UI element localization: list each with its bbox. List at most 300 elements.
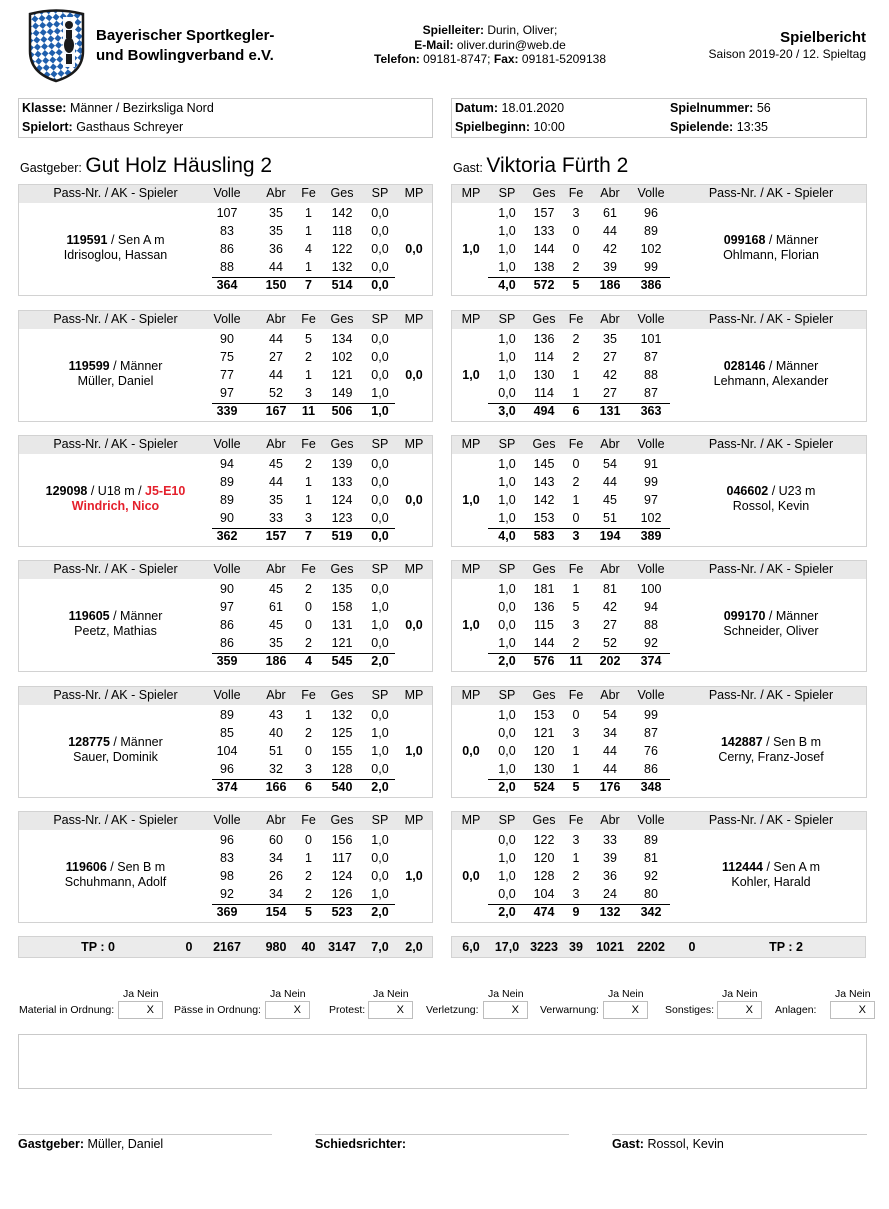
score-cell-fe: 3 [572, 618, 580, 632]
score-cell-ges: 136 [533, 600, 555, 614]
home-col-mp: MP [404, 813, 424, 827]
score-cell-fe: 1 [305, 493, 312, 507]
nummer-value: 56 [756, 101, 771, 115]
referee-signature [315, 1137, 406, 1151]
score-cell-volle: 88 [644, 618, 658, 632]
home-col-fe: Fe [301, 813, 316, 827]
away-col-pass: Pass-Nr. / AK - Spieler [708, 186, 834, 200]
score-cell-fe: 3 [305, 386, 312, 400]
check-yes-no-header: Ja Nein [722, 988, 758, 1000]
fax-value: 09181-5209138 [521, 52, 606, 66]
home-col-abr: Abr [266, 437, 286, 451]
score-cell-fe: 1 [305, 851, 312, 865]
home-col-ges: Ges [330, 312, 354, 326]
sum-cell-fe: 5 [572, 780, 580, 794]
score-cell-abr: 35 [603, 332, 617, 346]
remarks-box[interactable] [18, 1034, 867, 1089]
phone-label: Telefon: [374, 52, 420, 66]
home-col-sp: SP [371, 186, 389, 200]
score-cell-abr: 35 [269, 206, 283, 220]
away-col-ges: Ges [532, 312, 556, 326]
contact-block [340, 23, 640, 67]
score-cell-ges: 122 [533, 833, 555, 847]
score-cell-ges: 120 [533, 744, 555, 758]
sum-cell-sp: 1,0 [371, 404, 389, 418]
score-cell-abr: 35 [269, 636, 283, 650]
score-cell-sp: 1,0 [498, 332, 516, 346]
score-cell-volle: 87 [644, 350, 658, 364]
check-box[interactable] [483, 1001, 528, 1019]
score-cell-abr: 40 [269, 726, 283, 740]
away-col-pass: Pass-Nr. / AK - Spieler [708, 562, 834, 576]
away-team-label: Gast: [453, 161, 483, 175]
home-team-name: Gut Holz Häusling 2 [85, 154, 273, 177]
score-cell-abr: 39 [603, 851, 617, 865]
score-cell-fe: 0 [572, 511, 580, 525]
home-col-pass: Pass-Nr. / AK - Spieler [53, 562, 178, 576]
player-name: Kohler, Harald [731, 875, 811, 889]
score-cell-fe: 2 [305, 350, 312, 364]
score-cell-fe: 2 [305, 887, 312, 901]
sum-cell-volle: 348 [640, 780, 662, 794]
sum-separator-line [212, 779, 395, 780]
ende-value: 13:35 [736, 120, 768, 134]
score-cell-sp: 0,0 [371, 332, 389, 346]
score-cell-sp: 1,0 [498, 511, 516, 525]
home-total-mp: 2,0 [405, 940, 423, 954]
player-name: Lehmann, Alexander [713, 374, 829, 388]
home-game-6 [18, 811, 433, 923]
home-game-4 [18, 560, 433, 672]
home-team [20, 154, 272, 178]
away-player-info [674, 359, 868, 389]
home-col-sp: SP [371, 813, 389, 827]
away-mp-value: 0,0 [462, 869, 480, 883]
sum-cell-sp: 3,0 [498, 404, 516, 418]
player-age-class: / Männer [109, 609, 163, 623]
sum-cell-fe: 7 [305, 278, 312, 292]
referee-signature-line [315, 1134, 569, 1135]
away-col-mp: MP [461, 186, 481, 200]
away-signature-label: Gast: [612, 1137, 644, 1151]
score-cell-abr: 27 [269, 350, 283, 364]
season-info: Saison 2019-20 / 12. Spieltag [708, 47, 866, 61]
away-col-fe: Fe [568, 688, 584, 702]
sum-separator-line [488, 779, 670, 780]
ort-label: Spielort: [22, 120, 73, 134]
home-signature [18, 1137, 163, 1151]
score-cell-sp: 0,0 [371, 368, 389, 382]
score-cell-volle: 89 [220, 475, 234, 489]
score-cell-abr: 33 [603, 833, 617, 847]
sum-cell-abr: 157 [265, 529, 287, 543]
score-cell-sp: 1,0 [371, 744, 389, 758]
home-total-abr: 980 [265, 940, 287, 954]
column-header-row [19, 311, 432, 329]
org-name-line2: und Bowlingverband e.V. [96, 47, 274, 64]
score-cell-abr: 42 [603, 242, 617, 256]
score-cell-fe: 1 [572, 582, 580, 596]
score-cell-fe: 5 [572, 600, 580, 614]
score-cell-sp: 1,0 [498, 582, 516, 596]
home-total-sp: 7,0 [371, 940, 389, 954]
sum-cell-volle: 362 [216, 529, 238, 543]
score-cell-sp: 1,0 [498, 224, 516, 238]
score-cell-fe: 2 [572, 636, 580, 650]
player-pass-number: 046602 [726, 484, 769, 498]
score-cell-fe: 0 [305, 833, 312, 847]
score-cell-ges: 120 [533, 851, 555, 865]
player-age-class: / Sen B m [106, 860, 166, 874]
sum-cell-ges: 524 [533, 780, 555, 794]
check-box[interactable] [717, 1001, 762, 1019]
away-team-name: Viktoria Fürth 2 [486, 154, 629, 177]
column-header-row [452, 311, 866, 329]
score-cell-sp: 1,0 [498, 869, 516, 883]
sum-cell-sp: 2,0 [371, 780, 389, 794]
score-cell-fe: 2 [305, 726, 312, 740]
away-col-fe: Fe [568, 813, 584, 827]
score-cell-volle: 90 [220, 511, 234, 525]
check-yes-no-header: Ja Nein [835, 988, 871, 1000]
score-cell-abr: 33 [269, 511, 283, 525]
player-name: Müller, Daniel [77, 374, 154, 388]
home-col-pass: Pass-Nr. / AK - Spieler [53, 688, 178, 702]
away-col-pass: Pass-Nr. / AK - Spieler [708, 813, 834, 827]
player-name: Peetz, Mathias [74, 624, 157, 638]
player-name: Schuhmann, Adolf [64, 875, 167, 889]
sum-cell-sp: 4,0 [498, 278, 516, 292]
away-col-abr: Abr [600, 186, 620, 200]
score-cell-sp: 1,0 [498, 851, 516, 865]
sum-cell-abr: 150 [265, 278, 287, 292]
score-cell-fe: 0 [305, 618, 312, 632]
away-player-info [674, 233, 868, 263]
away-col-volle: Volle [637, 437, 665, 451]
score-cell-ges: 115 [534, 618, 554, 632]
score-cell-volle: 99 [644, 260, 658, 274]
check-label: Pässe in Ordnung: [174, 1004, 261, 1016]
score-cell-sp: 0,0 [371, 242, 389, 256]
score-cell-abr: 43 [269, 708, 283, 722]
score-cell-volle: 98 [220, 869, 234, 883]
home-col-fe: Fe [301, 186, 316, 200]
player-age-class: / Sen A m [763, 860, 820, 874]
score-cell-abr: 44 [269, 260, 283, 274]
score-cell-ges: 130 [533, 368, 555, 382]
score-cell-ges: 158 [331, 600, 353, 614]
score-cell-fe: 4 [305, 242, 312, 256]
home-player-info [19, 484, 212, 514]
home-game-1 [18, 184, 433, 296]
score-cell-ges: 142 [533, 493, 555, 507]
home-col-fe: Fe [301, 688, 316, 702]
score-cell-fe: 3 [572, 206, 580, 220]
check-label: Verwarnung: [540, 1004, 599, 1016]
sum-cell-sp: 2,0 [371, 905, 389, 919]
sum-cell-fe: 5 [572, 278, 580, 292]
score-cell-sp: 1,0 [498, 350, 516, 364]
sum-cell-volle: 339 [216, 404, 238, 418]
score-cell-volle: 90 [220, 582, 234, 596]
away-game-3 [451, 435, 867, 547]
score-cell-ges: 135 [331, 582, 353, 596]
sum-cell-volle: 342 [640, 905, 662, 919]
away-col-volle: Volle [637, 688, 665, 702]
score-cell-abr: 61 [269, 600, 283, 614]
player-pass-line [19, 359, 212, 374]
score-cell-abr: 81 [603, 582, 617, 596]
away-col-volle: Volle [637, 312, 665, 326]
score-cell-abr: 32 [269, 762, 283, 776]
away-total-sp: 17,0 [494, 940, 520, 954]
player-age-class: / Männer [109, 359, 163, 373]
player-pass-line [19, 609, 212, 624]
score-cell-volle: 88 [644, 368, 658, 382]
player-name: Idrisoglou, Hassan [63, 248, 168, 262]
away-player-info [674, 484, 868, 514]
score-cell-volle: 89 [644, 224, 658, 238]
check-box[interactable] [368, 1001, 413, 1019]
score-cell-volle: 97 [644, 493, 658, 507]
away-col-abr: Abr [600, 312, 620, 326]
sum-cell-volle: 364 [216, 278, 238, 292]
score-cell-sp: 1,0 [498, 493, 516, 507]
away-tp: TP : 2 [769, 940, 803, 954]
score-cell-sp: 0,0 [498, 887, 516, 901]
check-label: Sonstiges: [665, 1004, 715, 1016]
score-cell-sp: 1,0 [498, 242, 516, 256]
score-cell-volle: 83 [220, 851, 234, 865]
home-player-info [19, 860, 212, 890]
score-cell-abr: 54 [603, 708, 617, 722]
away-col-fe: Fe [568, 562, 584, 576]
away-mp-value: 1,0 [462, 618, 480, 632]
check-box[interactable] [830, 1001, 875, 1019]
sum-cell-ges: 519 [331, 529, 353, 543]
score-cell-fe: 5 [305, 332, 312, 346]
score-cell-abr: 36 [603, 869, 617, 883]
check-yes-no-header: Ja Nein [608, 988, 644, 1000]
match-time-box [451, 98, 867, 138]
score-cell-fe: 2 [572, 475, 580, 489]
home-col-ges: Ges [330, 813, 354, 827]
referee-signature-label: Schiedsrichter: [315, 1137, 407, 1151]
score-cell-ges: 134 [331, 332, 353, 346]
check-label: Material in Ordnung: [19, 1004, 115, 1016]
score-cell-ges: 130 [533, 762, 555, 776]
home-col-fe: Fe [301, 437, 316, 451]
home-col-volle: Volle [213, 813, 241, 827]
player-pass-line [674, 359, 868, 374]
coat-of-arms-icon [27, 9, 86, 83]
score-cell-abr: 54 [603, 457, 617, 471]
sum-cell-sp: 2,0 [498, 654, 516, 668]
score-cell-volle: 86 [220, 636, 234, 650]
player-age-class: / Männer [109, 735, 163, 749]
score-cell-abr: 26 [269, 869, 283, 883]
score-cell-sp: 0,0 [371, 224, 389, 238]
sum-cell-volle: 389 [640, 529, 662, 543]
home-col-sp: SP [371, 437, 389, 451]
score-cell-abr: 44 [603, 224, 617, 238]
score-cell-abr: 42 [603, 368, 617, 382]
sum-cell-fe: 5 [305, 905, 312, 919]
home-col-ges: Ges [330, 688, 354, 702]
score-cell-volle: 89 [644, 833, 658, 847]
away-total-volle: 2202 [637, 940, 665, 954]
score-cell-sp: 1,0 [498, 475, 516, 489]
away-col-volle: Volle [637, 186, 665, 200]
home-col-fe: Fe [301, 312, 316, 326]
home-col-abr: Abr [266, 688, 286, 702]
home-mp-value: 0,0 [405, 242, 423, 256]
away-col-mp: MP [461, 688, 481, 702]
score-cell-volle: 101 [640, 332, 662, 346]
score-cell-ges: 114 [534, 386, 554, 400]
score-cell-ges: 145 [533, 457, 555, 471]
score-cell-ges: 118 [332, 224, 352, 238]
score-cell-abr: 52 [269, 386, 283, 400]
sum-cell-volle: 369 [216, 905, 238, 919]
score-cell-sp: 0,0 [371, 762, 389, 776]
score-cell-volle: 76 [644, 744, 658, 758]
score-cell-abr: 61 [603, 206, 617, 220]
sum-cell-abr: 186 [265, 654, 287, 668]
away-mp-value: 1,0 [462, 368, 480, 382]
score-cell-ges: 155 [331, 744, 353, 758]
check-x-mark: X [293, 1004, 301, 1016]
home-player-info [19, 735, 212, 765]
sum-separator-line [212, 528, 395, 529]
sum-separator-line [212, 653, 395, 654]
score-cell-sp: 0,0 [371, 260, 389, 274]
score-cell-volle: 102 [640, 242, 662, 256]
score-cell-fe: 1 [572, 762, 580, 776]
score-cell-fe: 3 [305, 762, 312, 776]
score-cell-ges: 125 [331, 726, 353, 740]
beginn-value: 10:00 [533, 120, 565, 134]
player-name: Schneider, Oliver [723, 624, 819, 638]
away-player-info [674, 860, 868, 890]
player-age-class: / Sen B m [762, 735, 822, 749]
check-x-mark: X [631, 1004, 639, 1016]
score-cell-volle: 75 [220, 350, 234, 364]
score-cell-volle: 94 [220, 457, 234, 471]
score-cell-fe: 0 [572, 224, 580, 238]
away-col-pass: Pass-Nr. / AK - Spieler [708, 688, 834, 702]
player-pass-line [19, 735, 212, 750]
sum-cell-ges: 572 [533, 278, 555, 292]
sum-cell-volle: 359 [216, 654, 238, 668]
home-col-mp: MP [404, 186, 424, 200]
away-game-4 [451, 560, 867, 672]
player-pass-number: 129098 [45, 484, 88, 498]
sum-cell-sp: 0,0 [371, 278, 389, 292]
sum-cell-fe: 6 [305, 780, 312, 794]
score-cell-abr: 51 [603, 511, 617, 525]
away-col-fe: Fe [568, 186, 584, 200]
check-box[interactable] [265, 1001, 310, 1019]
score-cell-sp: 1,0 [371, 386, 389, 400]
sum-cell-sp: 2,0 [498, 905, 516, 919]
score-cell-ges: 139 [331, 457, 353, 471]
home-mp-value: 0,0 [405, 618, 423, 632]
score-cell-ges: 121 [533, 726, 555, 740]
player-pass-line [19, 860, 212, 875]
home-total-fe: 40 [301, 940, 316, 954]
score-cell-sp: 1,0 [371, 887, 389, 901]
email-value[interactable]: oliver.durin@web.de [456, 37, 566, 52]
score-cell-sp: 1,0 [498, 762, 516, 776]
score-cell-volle: 81 [644, 851, 658, 865]
check-label: Verletzung: [426, 1004, 479, 1016]
home-signature-name: Müller, Daniel [87, 1137, 164, 1151]
player-pass-number: 119599 [68, 359, 110, 373]
home-mp-value: 0,0 [405, 493, 423, 507]
score-cell-volle: 85 [220, 726, 234, 740]
player-pass-number: 099170 [723, 609, 766, 623]
bskv-logo [27, 9, 86, 83]
away-col-volle: Volle [637, 562, 665, 576]
sum-separator-line [488, 653, 670, 654]
home-total-ges: 3147 [328, 940, 356, 954]
away-col-ges: Ges [532, 437, 556, 451]
score-cell-ges: 124 [331, 869, 353, 883]
score-cell-sp: 0,0 [498, 618, 516, 632]
sum-cell-abr: 167 [265, 404, 287, 418]
player-name: Rossol, Kevin [732, 499, 810, 513]
sum-cell-fe: 3 [572, 529, 580, 543]
score-cell-ges: 153 [533, 511, 555, 525]
email-label: E-Mail: [414, 37, 454, 52]
score-cell-volle: 87 [644, 386, 658, 400]
away-total-fe: 39 [569, 940, 583, 954]
check-x-mark: X [511, 1004, 519, 1016]
sum-cell-volle: 374 [216, 780, 238, 794]
away-col-mp: MP [461, 562, 481, 576]
sum-cell-abr: 132 [599, 905, 621, 919]
sum-cell-abr: 202 [599, 654, 621, 668]
sum-cell-ges: 494 [533, 404, 555, 418]
score-cell-ges: 117 [332, 851, 352, 865]
sum-cell-abr: 186 [599, 278, 621, 292]
score-cell-fe: 2 [572, 869, 580, 883]
score-cell-volle: 100 [640, 582, 662, 596]
score-cell-fe: 1 [572, 744, 580, 758]
score-cell-ges: 122 [331, 242, 353, 256]
home-game-2 [18, 310, 433, 422]
score-cell-ges: 157 [533, 206, 555, 220]
score-cell-fe: 2 [305, 636, 312, 650]
check-box[interactable] [603, 1001, 648, 1019]
sum-cell-abr: 194 [599, 529, 621, 543]
column-header-row [452, 812, 866, 830]
score-cell-abr: 27 [603, 618, 617, 632]
score-cell-ges: 138 [533, 260, 555, 274]
sum-separator-line [488, 904, 670, 905]
away-col-abr: Abr [600, 688, 620, 702]
check-box[interactable] [118, 1001, 163, 1019]
sum-separator-line [212, 403, 395, 404]
player-extra-class: J5-E10 [145, 484, 186, 498]
home-col-pass: Pass-Nr. / AK - Spieler [53, 312, 178, 326]
column-header-row [19, 812, 432, 830]
home-col-sp: SP [371, 562, 389, 576]
away-signature-name: Rossol, Kevin [647, 1137, 724, 1151]
score-cell-abr: 52 [603, 636, 617, 650]
fax-label: Fax: [493, 52, 519, 66]
